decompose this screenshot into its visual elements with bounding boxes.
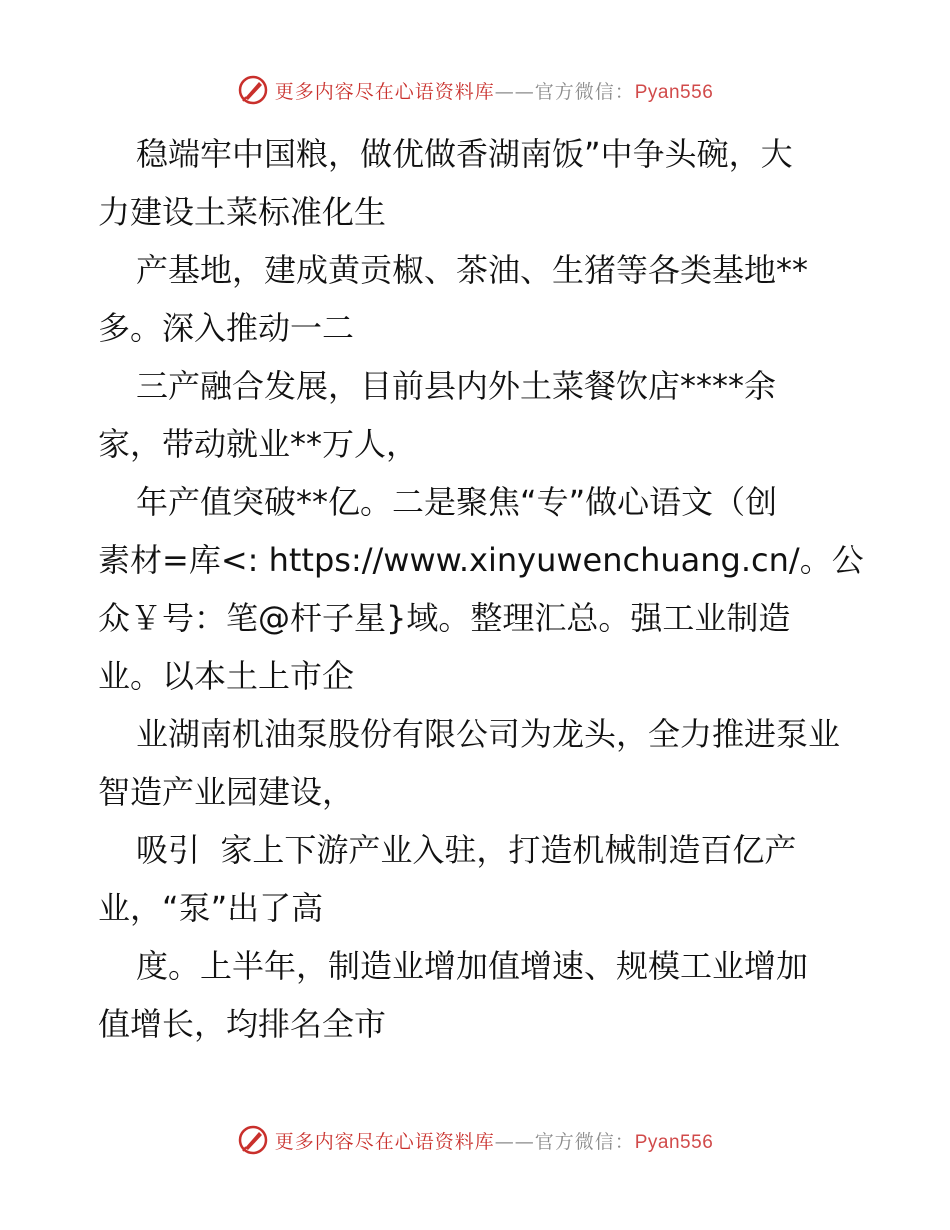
paragraph-line: 业湖南机油泵股份有限公司为龙头，全力推进泵业: [136, 715, 841, 753]
paragraph-line: 值增长，均排名全市: [98, 1005, 387, 1043]
header-banner-id: Pyan556: [634, 81, 714, 103]
header-banner-inner: [237, 74, 714, 106]
quill-logo-icon: [237, 1124, 269, 1156]
paragraph: [98, 357, 858, 473]
header-banner-separator: ——: [494, 80, 535, 103]
quill-logo-icon: [237, 74, 269, 106]
paragraph-line: 众￥号：笔@杆子星}域。整理汇总。强工业制造: [98, 599, 791, 637]
header-banner-label: 官方微信：: [534, 80, 635, 103]
paragraph-line: 三产融合发展，目前县内外土菜餐饮店****余: [136, 367, 777, 405]
paragraph: [98, 937, 858, 1053]
footer-banner-main: 更多内容尽在心语资料库: [274, 1130, 495, 1153]
header-banner: [0, 70, 950, 110]
footer-banner-text: [275, 1127, 714, 1154]
footer-banner: [0, 1120, 950, 1160]
footer-banner-inner: [237, 1124, 714, 1156]
footer-banner-separator: ——: [494, 1130, 535, 1153]
paragraph-line: 稳端牢中国粮，做优做香湖南饭”中争头碗，大: [136, 135, 793, 173]
paragraph: [98, 241, 858, 357]
paragraph: [98, 705, 858, 821]
paragraph: [98, 473, 864, 705]
paragraph-line: 业，“泵”出了高: [98, 889, 324, 927]
footer-banner-id: Pyan556: [634, 1131, 714, 1153]
paragraph-line: 素材=库<: https://www.xinyuwenchuang.cn/。公: [98, 541, 864, 579]
footer-banner-label: 官方微信：: [534, 1130, 635, 1153]
paragraph: [98, 821, 858, 937]
header-banner-main: 更多内容尽在心语资料库: [274, 80, 495, 103]
header-banner-text: [275, 77, 714, 104]
paragraph-line: 智造产业园建设，: [98, 773, 355, 811]
paragraph-line: 年产值突破**亿。二是聚焦“专”做心语文（创: [136, 483, 778, 521]
paragraph-line: 度。上半年，制造业增加值增速、规模工业增加: [136, 947, 809, 985]
paragraph-line: 业。以本土上市企: [98, 657, 355, 695]
paragraph-line: 家，带动就业**万人，: [98, 425, 419, 463]
paragraph-line: 吸引 家上下游产业入驻，打造机械制造百亿产: [136, 831, 797, 869]
paragraph-line: 产基地，建成黄贡椒、茶油、生猪等各类基地**: [136, 251, 809, 289]
paragraph-line: 多。深入推动一二: [98, 309, 355, 347]
paragraph-line: 力建设土菜标准化生: [98, 193, 387, 231]
document-body: [98, 125, 864, 1053]
paragraph: [98, 125, 858, 241]
